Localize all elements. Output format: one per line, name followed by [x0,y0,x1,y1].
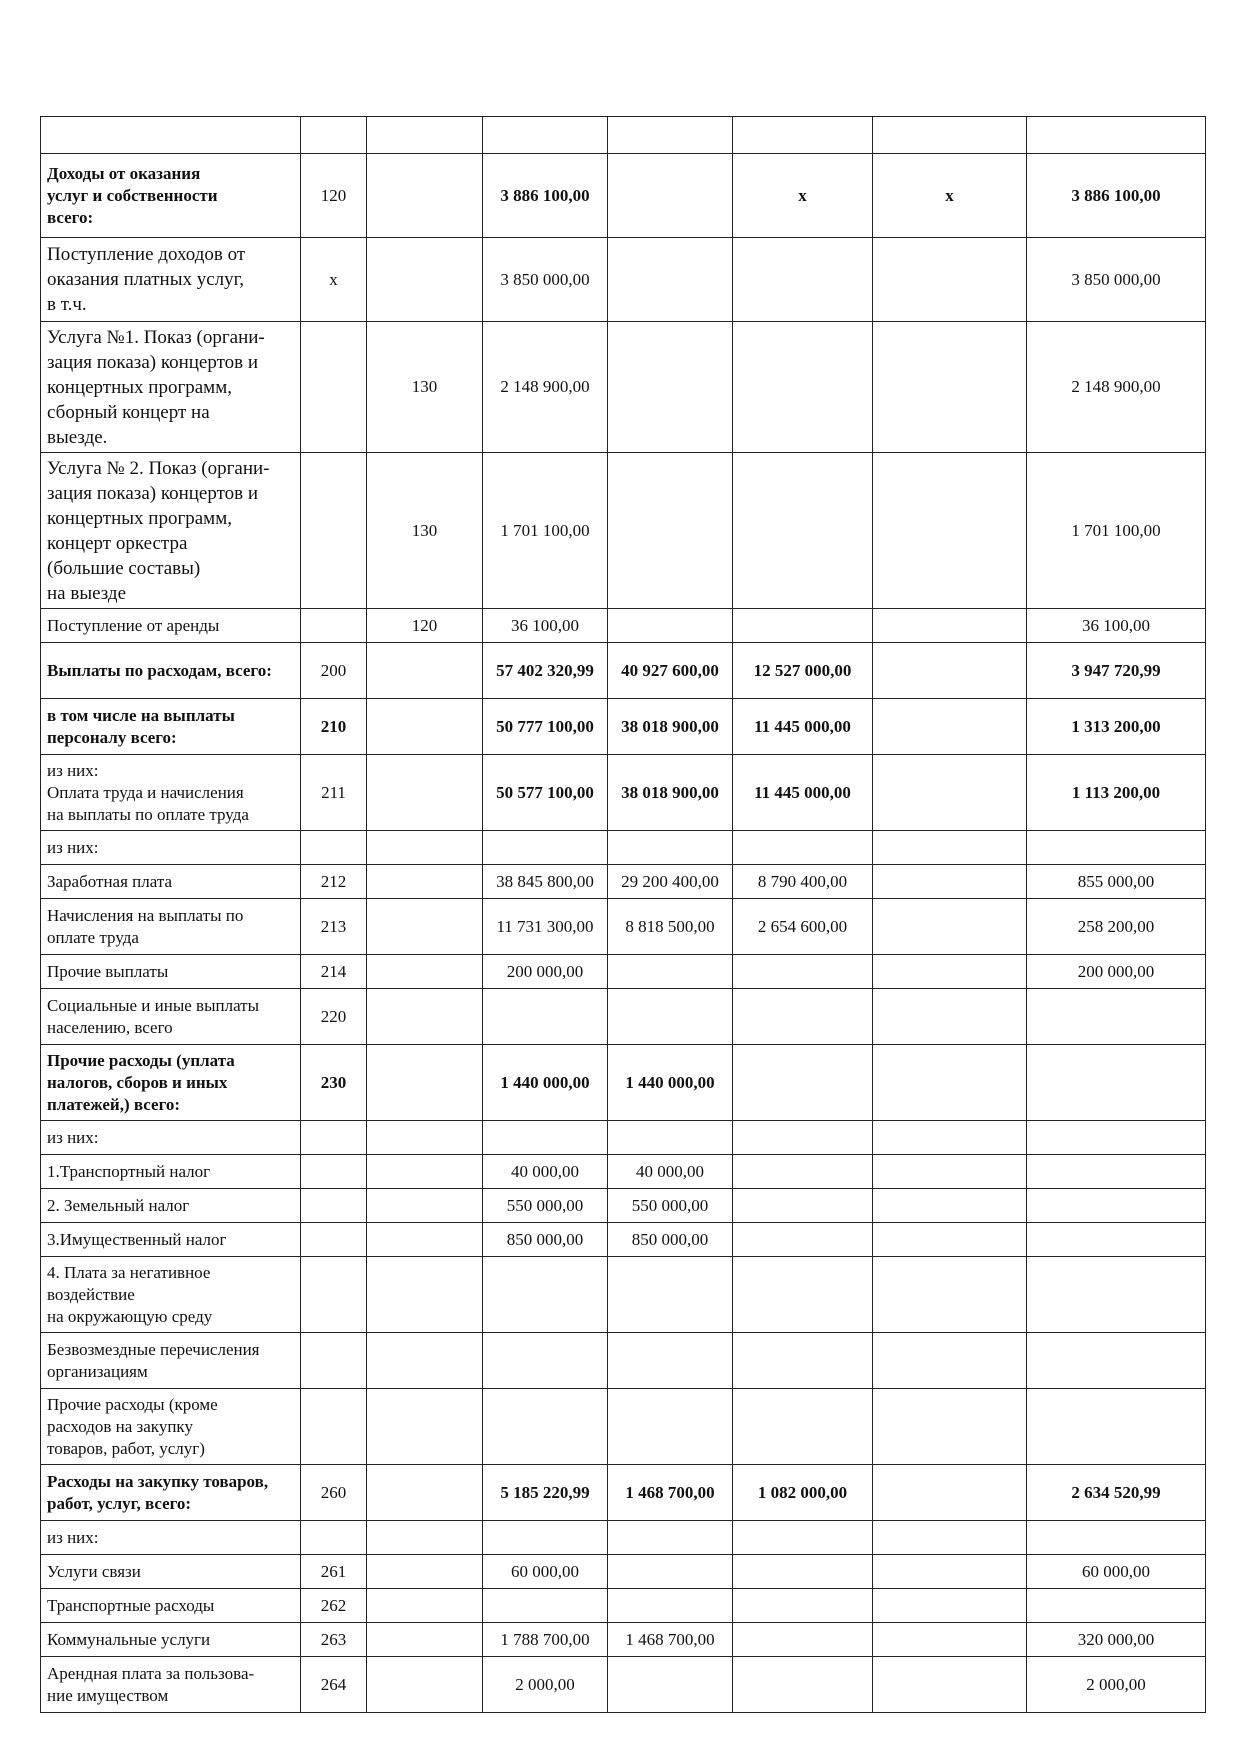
row-target-subsidy-cell [733,1257,873,1333]
row-code-cell [301,453,367,609]
table-row [41,955,1206,989]
row-investment-cell [873,1623,1027,1657]
row-target-subsidy-cell [733,1333,873,1389]
row-kosgu-cell [367,865,483,899]
row-name-cell: Коммунальные услуги [41,1623,301,1657]
row-kosgu-cell: 130 [367,322,483,453]
row-subsidy-cell: 1 440 000,00 [608,1045,733,1121]
row-kosgu-cell [367,1623,483,1657]
table-row [41,1333,1206,1389]
row-paid-services-cell: 1 113 200,00 [1027,755,1206,831]
row-code-cell: 262 [301,1589,367,1623]
row-target-subsidy-cell [733,322,873,453]
table-row [41,1223,1206,1257]
row-total-cell [483,1389,608,1465]
row-subsidy-cell [608,1257,733,1333]
row-paid-services-cell [1027,1389,1206,1465]
row-code-cell [301,1189,367,1223]
table-row [41,755,1206,831]
row-code-cell [301,117,367,154]
row-paid-services-cell [1027,1333,1206,1389]
row-total-cell: 38 845 800,00 [483,865,608,899]
row-name-cell: Выплаты по расходам, всего: [41,643,301,699]
table-row [41,238,1206,322]
table-row [41,154,1206,238]
row-code-cell: х [301,238,367,322]
row-target-subsidy-cell: 1 082 000,00 [733,1465,873,1521]
row-investment-cell [873,1333,1027,1389]
row-subsidy-cell: 40 927 600,00 [608,643,733,699]
row-target-subsidy-cell [733,1223,873,1257]
table-row [41,643,1206,699]
row-code-cell [301,1121,367,1155]
row-paid-services-cell [1027,1521,1206,1555]
row-code-cell: 212 [301,865,367,899]
row-target-subsidy-cell [733,1189,873,1223]
row-name-cell: Прочие расходы (кроме расходов на закупку товаров, работ, услуг) [41,1389,301,1465]
row-investment-cell [873,755,1027,831]
row-name-cell: Прочие расходы (уплата налогов, сборов и иных платежей,) всего: [41,1045,301,1121]
row-investment-cell [873,699,1027,755]
row-investment-cell [873,609,1027,643]
row-target-subsidy-cell [733,831,873,865]
row-name-cell: Прочие выплаты [41,955,301,989]
row-paid-services-cell: 2 148 900,00 [1027,322,1206,453]
row-total-cell [483,989,608,1045]
row-code-cell [301,1389,367,1465]
row-subsidy-cell [608,117,733,154]
row-total-cell [483,1121,608,1155]
row-name-cell: Поступление от аренды [41,609,301,643]
row-total-cell: 200 000,00 [483,955,608,989]
row-code-cell: 211 [301,755,367,831]
row-kosgu-cell: 120 [367,609,483,643]
row-subsidy-cell: 38 018 900,00 [608,755,733,831]
row-kosgu-cell [367,643,483,699]
row-investment-cell [873,955,1027,989]
row-paid-services-cell: 3 947 720,99 [1027,643,1206,699]
row-name-cell: из них: [41,1521,301,1555]
row-investment-cell [873,643,1027,699]
row-subsidy-cell [608,1555,733,1589]
row-code-cell: 120 [301,154,367,238]
table-row [41,699,1206,755]
row-paid-services-cell [1027,1189,1206,1223]
row-kosgu-cell [367,755,483,831]
row-target-subsidy-cell [733,609,873,643]
row-paid-services-cell: 36 100,00 [1027,609,1206,643]
budget-table-page [40,116,1206,1713]
row-investment-cell [873,1555,1027,1589]
row-target-subsidy-cell [733,1521,873,1555]
budget-table [40,116,1206,1713]
row-investment-cell [873,1389,1027,1465]
row-name-cell: из них: Оплата труда и начисления на выплаты по оплате труда [41,755,301,831]
row-investment-cell [873,1155,1027,1189]
table-row [41,1045,1206,1121]
row-target-subsidy-cell [733,453,873,609]
row-subsidy-cell: 1 468 700,00 [608,1465,733,1521]
row-paid-services-cell: 855 000,00 [1027,865,1206,899]
row-code-cell [301,1155,367,1189]
row-subsidy-cell [608,1121,733,1155]
row-investment-cell [873,1223,1027,1257]
row-name-cell: Арендная плата за пользова- ние имуществом [41,1657,301,1713]
row-name-cell: в том числе на выплаты персоналу всего: [41,699,301,755]
table-row [41,1623,1206,1657]
row-kosgu-cell [367,1045,483,1121]
row-paid-services-cell: 1 701 100,00 [1027,453,1206,609]
row-total-cell: 550 000,00 [483,1189,608,1223]
row-code-cell [301,1333,367,1389]
row-kosgu-cell [367,831,483,865]
row-name-cell: Поступление доходов от оказания платных услуг, в т.ч. [41,238,301,322]
table-row [41,453,1206,609]
row-target-subsidy-cell [733,1155,873,1189]
row-kosgu-cell [367,117,483,154]
row-code-cell: 200 [301,643,367,699]
row-code-cell: 214 [301,955,367,989]
row-kosgu-cell [367,154,483,238]
row-paid-services-cell: 200 000,00 [1027,955,1206,989]
row-investment-cell [873,1045,1027,1121]
row-total-cell: 40 000,00 [483,1155,608,1189]
row-investment-cell [873,1589,1027,1623]
row-investment-cell [873,453,1027,609]
row-total-cell: 1 440 000,00 [483,1045,608,1121]
row-subsidy-cell: 38 018 900,00 [608,699,733,755]
table-row [41,1555,1206,1589]
row-kosgu-cell [367,1465,483,1521]
row-kosgu-cell [367,1223,483,1257]
table-row [41,1121,1206,1155]
row-name-cell: 1.Транспортный налог [41,1155,301,1189]
row-subsidy-cell [608,831,733,865]
row-code-cell [301,831,367,865]
row-code-cell: 230 [301,1045,367,1121]
row-paid-services-cell [1027,1257,1206,1333]
row-subsidy-cell: 850 000,00 [608,1223,733,1257]
row-code-cell [301,1257,367,1333]
row-kosgu-cell [367,1657,483,1713]
row-target-subsidy-cell: х [733,154,873,238]
row-paid-services-cell [1027,1155,1206,1189]
row-investment-cell [873,1521,1027,1555]
row-subsidy-cell [608,1333,733,1389]
row-kosgu-cell [367,955,483,989]
row-name-cell: 2. Земельный налог [41,1189,301,1223]
row-investment-cell [873,1189,1027,1223]
row-name-cell: Услуга № 2. Показ (органи- зация показа) концертов и концертных программ, концерт оркестра (большие составы) на выезде [41,453,301,609]
row-paid-services-cell [1027,1589,1206,1623]
row-target-subsidy-cell [733,1389,873,1465]
row-code-cell [301,1223,367,1257]
row-investment-cell [873,989,1027,1045]
row-paid-services-cell [1027,117,1206,154]
row-kosgu-cell [367,1121,483,1155]
row-investment-cell [873,1121,1027,1155]
row-total-cell: 36 100,00 [483,609,608,643]
row-total-cell: 850 000,00 [483,1223,608,1257]
row-total-cell [483,1521,608,1555]
row-total-cell [483,831,608,865]
row-name-cell: 3.Имущественный налог [41,1223,301,1257]
row-kosgu-cell [367,1589,483,1623]
row-subsidy-cell [608,609,733,643]
table-row [41,899,1206,955]
row-paid-services-cell: 258 200,00 [1027,899,1206,955]
row-target-subsidy-cell [733,1589,873,1623]
row-paid-services-cell [1027,1121,1206,1155]
table-row [41,1257,1206,1333]
row-name-cell: из них: [41,1121,301,1155]
table-row [41,1465,1206,1521]
table-row [41,1521,1206,1555]
row-investment-cell [873,1657,1027,1713]
table-row [41,1389,1206,1465]
row-name-cell: Безвозмездные перечисления организациям [41,1333,301,1389]
row-name-cell [41,117,301,154]
row-code-cell: 263 [301,1623,367,1657]
row-subsidy-cell: 40 000,00 [608,1155,733,1189]
row-paid-services-cell: 1 313 200,00 [1027,699,1206,755]
row-kosgu-cell [367,238,483,322]
table-row [41,1589,1206,1623]
row-target-subsidy-cell: 11 445 000,00 [733,699,873,755]
row-target-subsidy-cell: 8 790 400,00 [733,865,873,899]
row-subsidy-cell [608,1389,733,1465]
row-paid-services-cell: 3 850 000,00 [1027,238,1206,322]
row-investment-cell [873,865,1027,899]
row-subsidy-cell [608,1657,733,1713]
row-code-cell [301,609,367,643]
budget-table-body [41,117,1206,1713]
row-name-cell: 4. Плата за негативное воздействие на окружающую среду [41,1257,301,1333]
row-investment-cell [873,238,1027,322]
row-investment-cell [873,899,1027,955]
row-name-cell: Услуга №1. Показ (органи- зация показа) концертов и концертных программ, сборный концерт на выезде. [41,322,301,453]
row-kosgu-cell: 130 [367,453,483,609]
table-row [41,1657,1206,1713]
row-name-cell: Заработная плата [41,865,301,899]
row-name-cell: Начисления на выплаты по оплате труда [41,899,301,955]
row-investment-cell [873,831,1027,865]
row-paid-services-cell: 2 000,00 [1027,1657,1206,1713]
row-investment-cell: х [873,154,1027,238]
row-name-cell: Транспортные расходы [41,1589,301,1623]
row-total-cell: 1 788 700,00 [483,1623,608,1657]
table-row [41,1155,1206,1189]
row-target-subsidy-cell: 11 445 000,00 [733,755,873,831]
row-paid-services-cell: 60 000,00 [1027,1555,1206,1589]
row-total-cell: 3 886 100,00 [483,154,608,238]
row-target-subsidy-cell [733,1121,873,1155]
row-kosgu-cell [367,1257,483,1333]
row-total-cell: 1 701 100,00 [483,453,608,609]
row-target-subsidy-cell [733,238,873,322]
row-total-cell: 57 402 320,99 [483,643,608,699]
row-code-cell: 261 [301,1555,367,1589]
row-total-cell: 11 731 300,00 [483,899,608,955]
row-investment-cell [873,1465,1027,1521]
row-subsidy-cell: 29 200 400,00 [608,865,733,899]
row-subsidy-cell [608,238,733,322]
row-subsidy-cell [608,1589,733,1623]
row-total-cell: 3 850 000,00 [483,238,608,322]
row-code-cell: 220 [301,989,367,1045]
row-paid-services-cell [1027,1223,1206,1257]
row-kosgu-cell [367,1389,483,1465]
row-target-subsidy-cell [733,1555,873,1589]
row-total-cell: 50 577 100,00 [483,755,608,831]
row-kosgu-cell [367,1189,483,1223]
row-total-cell [483,1589,608,1623]
row-kosgu-cell [367,1521,483,1555]
row-paid-services-cell [1027,1045,1206,1121]
row-code-cell: 213 [301,899,367,955]
row-subsidy-cell [608,154,733,238]
row-subsidy-cell [608,322,733,453]
row-investment-cell [873,1257,1027,1333]
row-target-subsidy-cell: 2 654 600,00 [733,899,873,955]
row-total-cell: 50 777 100,00 [483,699,608,755]
row-subsidy-cell [608,955,733,989]
row-total-cell: 2 000,00 [483,1657,608,1713]
row-kosgu-cell [367,989,483,1045]
row-total-cell: 2 148 900,00 [483,322,608,453]
table-row [41,322,1206,453]
row-paid-services-cell: 320 000,00 [1027,1623,1206,1657]
table-row [41,117,1206,154]
row-target-subsidy-cell [733,1657,873,1713]
row-paid-services-cell [1027,831,1206,865]
row-name-cell: из них: [41,831,301,865]
table-row [41,609,1206,643]
row-paid-services-cell: 2 634 520,99 [1027,1465,1206,1521]
row-subsidy-cell [608,989,733,1045]
row-total-cell: 5 185 220,99 [483,1465,608,1521]
row-name-cell: Расходы на закупку товаров, работ, услуг, всего: [41,1465,301,1521]
row-kosgu-cell [367,1555,483,1589]
row-code-cell [301,1521,367,1555]
row-investment-cell [873,117,1027,154]
row-code-cell: 264 [301,1657,367,1713]
row-target-subsidy-cell: 12 527 000,00 [733,643,873,699]
row-kosgu-cell [367,699,483,755]
row-paid-services-cell [1027,989,1206,1045]
row-subsidy-cell: 1 468 700,00 [608,1623,733,1657]
table-row [41,1189,1206,1223]
row-total-cell: 60 000,00 [483,1555,608,1589]
row-investment-cell [873,322,1027,453]
row-subsidy-cell [608,453,733,609]
row-name-cell: Доходы от оказания услуг и собственности всего: [41,154,301,238]
row-total-cell [483,117,608,154]
row-target-subsidy-cell [733,1045,873,1121]
row-code-cell: 210 [301,699,367,755]
row-kosgu-cell [367,1333,483,1389]
row-subsidy-cell [608,1521,733,1555]
row-code-cell [301,322,367,453]
row-kosgu-cell [367,899,483,955]
row-total-cell [483,1257,608,1333]
row-target-subsidy-cell [733,1623,873,1657]
row-total-cell [483,1333,608,1389]
table-row [41,865,1206,899]
row-paid-services-cell: 3 886 100,00 [1027,154,1206,238]
row-target-subsidy-cell [733,989,873,1045]
row-kosgu-cell [367,1155,483,1189]
row-subsidy-cell: 550 000,00 [608,1189,733,1223]
row-subsidy-cell: 8 818 500,00 [608,899,733,955]
table-row [41,989,1206,1045]
row-target-subsidy-cell [733,955,873,989]
table-row [41,831,1206,865]
row-target-subsidy-cell [733,117,873,154]
row-name-cell: Услуги связи [41,1555,301,1589]
row-code-cell: 260 [301,1465,367,1521]
row-name-cell: Социальные и иные выплаты населению, всего [41,989,301,1045]
